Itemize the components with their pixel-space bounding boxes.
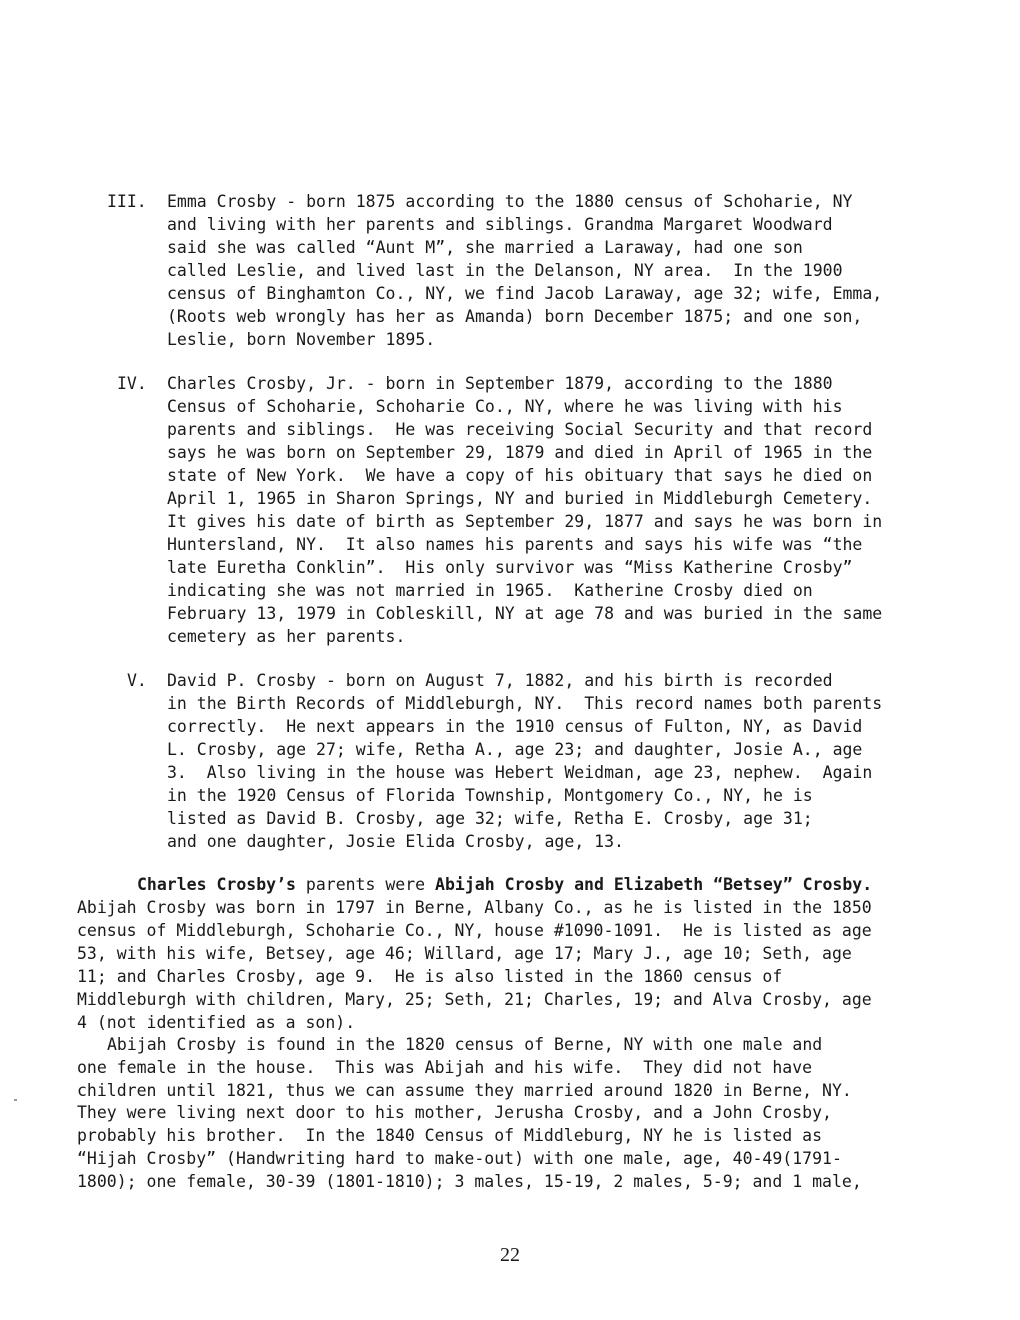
text-line: says he was born on September 29, 1879 and died in April of 1965 in the (167, 443, 873, 462)
text-line: L. Crosby, age 27; wife, Retha A., age 23; and daughter, Josie A., age (167, 740, 863, 759)
text-line: state of New York. We have a copy of his obituary that says he died on (167, 466, 873, 485)
item-numeral: IV. (117, 374, 147, 393)
bold-parents-names: Abijah Crosby and Elizabeth “Betsey” Crosby (435, 875, 863, 894)
page-number: 22 (500, 1244, 520, 1266)
text-line: (Roots web wrongly has her as Amanda) born December 1875; and one son, (167, 307, 863, 326)
text-line: They were living next door to his mother, Jerusha Crosby, and a John Crosby, (77, 1103, 832, 1122)
text-line: Census of Schoharie, Schoharie Co., NY, where he was living with his (167, 397, 843, 416)
text-line: 11; and Charles Crosby, age 9. He is also listed in the 1860 census of (77, 967, 783, 986)
text-line: census of Binghamton Co., NY, we find Jacob Laraway, age 32; wife, Emma, (167, 284, 883, 303)
text-line: Leslie, born November 1895. (167, 330, 436, 349)
text-line: 4 (not identified as a son). (77, 1013, 356, 1032)
text-line: “Hijah Crosby” (Handwriting hard to make-out) with one male, age, 40-49(1791- (77, 1149, 842, 1168)
text-line: It gives his date of birth as September 29, 1877 and says he was born in (167, 512, 883, 531)
text-line: cemetery as her parents. (167, 627, 406, 646)
text-line: one female in the house. This was Abijah and his wife. They did not have (77, 1058, 813, 1077)
text-line: Emma Crosby - born 1875 according to the 1880 census of Schoharie, NY (167, 192, 853, 211)
text-line: in the 1920 Census of Florida Township, Montgomery Co., NY, he is (167, 786, 813, 805)
bold-period: . (862, 875, 873, 894)
text-line: Charles Crosby, Jr. - born in September 1879, according to the 1880 (167, 374, 833, 393)
text-line: Abijah Crosby was born in 1797 in Berne, Albany Co., as he is listed in the 1850 (77, 898, 872, 917)
text-line: correctly. He next appears in the 1910 census of Fulton, NY, as David (167, 717, 863, 736)
text-line: 1800); one female, 30-39 (1801-1810); 3 males, 15-19, 2 males, 5-9; and 1 male, (77, 1172, 862, 1191)
scan-speck (14, 1099, 17, 1101)
text-line: David P. Crosby - born on August 7, 1882, and his birth is recorded (167, 671, 833, 690)
text-line: census of Middleburgh, Schoharie Co., NY, house #1090-1091. He is listed as age (77, 921, 872, 940)
text-line: indicating she was not married in 1965. Katherine Crosby died on (167, 581, 813, 600)
text-line: and one daughter, Josie Elida Crosby, age, 13. (167, 832, 624, 851)
text-line: 53, with his wife, Betsey, age 46; Willard, age 17; Mary J., age 10; Seth, age (77, 944, 852, 963)
text-line: February 13, 1979 in Cobleskill, NY at age 78 and was buried in the same (167, 604, 883, 623)
inline-text: parents were (295, 875, 436, 894)
text-line: called Leslie, and lived last in the Delanson, NY area. In the 1900 (167, 261, 843, 280)
text-line: children until 1821, thus we can assume they married around 1820 in Berne, NY. (77, 1081, 852, 1100)
text-line: Middleburgh with children, Mary, 25; Seth, 21; Charles, 19; and Alva Crosby, age (77, 990, 872, 1009)
paragraph-first-line (137, 874, 872, 896)
text-line: Abijah Crosby is found in the 1820 census of Berne, NY with one male and (107, 1035, 823, 1054)
text-line: listed as David B. Crosby, age 32; wife, Retha E. Crosby, age 31; (167, 809, 813, 828)
text-line: said she was called “Aunt M”, she married a Laraway, had one son (167, 238, 803, 257)
text-line: 3. Also living in the house was Hebert Weidman, age 23, nephew. Again (167, 763, 873, 782)
text-line: in the Birth Records of Middleburgh, NY. This record names both parents (167, 694, 883, 713)
text-line: and living with her parents and siblings. Grandma Margaret Woodward (167, 215, 833, 234)
item-numeral: V. (127, 671, 147, 690)
bold-name: Charles Crosby’s (137, 875, 296, 894)
text-line: Huntersland, NY. It also names his parents and says his wife was “the (167, 535, 863, 554)
text-line: parents and siblings. He was receiving Social Security and that record (167, 420, 873, 439)
text-line: late Euretha Conklin”. His only survivor was “Miss Katherine Crosby” (167, 558, 853, 577)
text-line: April 1, 1965 in Sharon Springs, NY and buried in Middleburgh Cemetery. (167, 489, 873, 508)
text-line: probably his brother. In the 1840 Census of Middleburg, NY he is listed as (77, 1126, 823, 1145)
item-numeral: III. (107, 192, 147, 211)
